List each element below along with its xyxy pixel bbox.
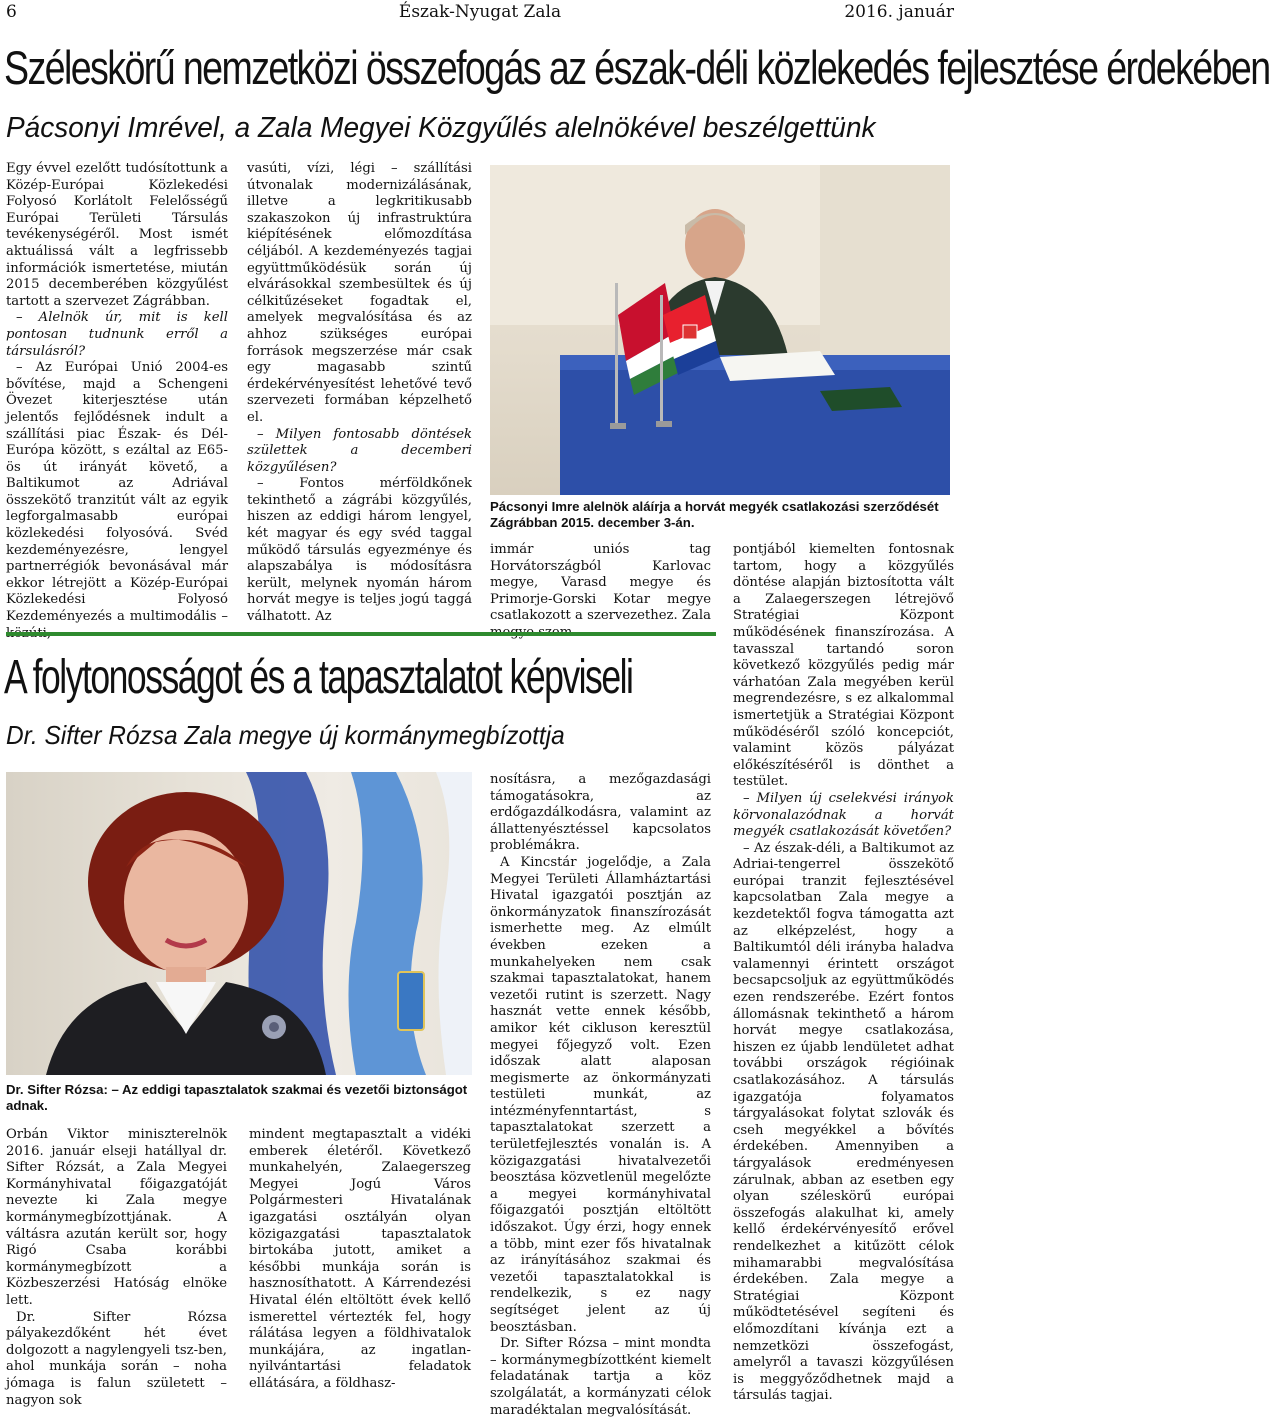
- article1-subtitle: Pácsonyi Imrével, a Zala Megyei Közgyűlés alelnökével beszélgettünk: [6, 112, 876, 144]
- article1-answer-2-cont: immár uniós tag Horvátországból Karlovac megye, Varasd megye és Primorje-Gorski Kotar megye csatlakozott a szervezethez. Zala: [490, 542, 711, 624]
- article2-column-1: [6, 1127, 227, 1409]
- article1-column-1: [6, 161, 228, 642]
- signing-illustration: [490, 165, 950, 495]
- article2-intro: Orbán Viktor miniszterelnök 2016. január elseji hatállyal dr. Sifter Rózsát, a Zala Megyei Kormányhivatal főigazgatóját nevezte ki Zala megye kormánymegbízottjának. A váltásra azután került sor, hogy Rigó Csaba korábbi kormánymegbízott a Közbeszerzési Hatóság elnöke lett.: [6, 1127, 227, 1308]
- section-divider: [6, 632, 716, 636]
- article1-answer-1-cont: vasúti, vízi, légi – szállítási útvonalak modernizálásának, illetve a legkritikusabb szakaszokon új infrastruktúra kiépítésének előmozdítása céljából. A kezdeményezés tagjai együttműködésük során új elvárásokkal szembesültek és új célkitűzéseket fogadtak el, amelyek megvalósítása és az ahhoz szükséges európai források megszerzése már csak egy magasabb szintű érdekérvényesítést lehetővé tevő szervezeti formában képzelhető el.: [247, 161, 472, 425]
- page-header: [0, 0, 960, 26]
- article2-paragraph-2-cont: mindent megtapasztalt a vidéki emberek életéről. Következő munkahelyén, Zalaegerszeg Megyei Jogú Város Polgármesteri Hivatalának igazgatási osztályán olyan közigazgatási tapasztalatok birtokába jutott, amiket a későbbi munkája során is hasznosíthatott. A Kárrendezési Hivatal élén eltöltött évek kellő ismerettel vértezték fel, hogy rálátása legyen a földhivatalok munkájára, az ingatlan-nyilvántartási feladatok ellátására, a földhasz-: [249, 1127, 471, 1391]
- portrait-illustration: [6, 772, 472, 1075]
- signing-photo: [490, 165, 950, 495]
- article2-paragraph-5: Dr. Sifter Rózsa – mint mondta – kormánymegbízottként kiemelt feladatának tartja a köz szolgálatát, a kormányzati célok maradéktalan megvalósítását.: [490, 1336, 711, 1418]
- article1-question-1: – Alelnök úr, mit is kell pontosan tudnunk erről a társulásról?: [6, 310, 228, 359]
- signing-photo-caption: Pácsonyi Imre alelnök aláírja a horvát megyék csatlakozási szerződését Zágrábban 2015. december 3-án.: [490, 499, 939, 530]
- article2-paragraph-3: nosításra, a mezőgazdasági támogatásokra, az erdőgazdálkodásra, valamint az állattenyésztéssel kapcsolatos problémákra.: [490, 772, 711, 854]
- portrait-photo-caption: Dr. Sifter Rózsa: – Az eddigi tapasztalatok szakmai és vezetői biztonságot adnak.: [6, 1082, 468, 1113]
- article1-intro: Egy évvel ezelőtt tudósítottunk a Közép-Európai Közlekedési Folyosó Korlátolt Felelősségű Európai Területi Társulás tevékenységéről. Most ismét aktuálissá vált a legfrissebb információk ismertetése, miután 2015 decemberében közgyűlést tartott a szervezet Zágrábban.: [6, 161, 228, 309]
- article1-column-3: [490, 542, 711, 642]
- article1-column-4: [733, 542, 954, 1405]
- article1-answer-2-end: pontjából kiemelten fontosnak tartom, hogy a közgyűlés döntése alapján biztosította vált a Zalaegerszegen létrejövő Stratégiai Központ működésének finanszírozása. A tavasszal tartandó soron következő közgyűlés pedig már várhatóan Zala megyében kerül megrendezésre, s ez alkalommal ismertetjük a Stratégiai Központ működéséről szóló koncepciót, valamint közös pályázat előkészítéséről is dönthet a testület.: [733, 542, 954, 790]
- article1-answer-3: – Az észak-déli, a Baltikumot az Adriai-tengerrel összekötő európai tranzit fejlesztésével kapcsolatban Zala megye a kezdetektől fogva támogatta azt az elképzelést, hogy a Baltikumtól déli irányba haladva valamennyi érintett országot becsapcsoljuk az együttműködés ezen rendszerébe. Ezért fontos állomásnak tekinthető a három horvát megye csatlakozása, hiszen ez újabb lendületet adhat további országok régióinak csatlakozásához. A társulás igazgatója folyamatos tárgyalásokat folytat szlovák és cseh megyékkel a bővítés érdekében. Amennyiben a tárgyalások eredményesen zárulnak, abban az esetben egy olyan széleskörű európai összefogás alakulhat ki, amely kellő érdekérvényesítő erővel rendelkezhet a kitűzött célok mihamarabbi megvalósítása érdekében. Zala megye a Stratégiai Központ működtetésével segíteni és előmozdítani kívánja ezt a nemzetközi összefogást, amelyről a tavaszi közgyűlésen is meggyőződhetnek majd a társulás tagjai.: [733, 840, 954, 1404]
- article1-answer-1: – Az Európai Unió 2004-es bővítése, majd a Schengeni Övezet kiterjesztése után jelentős fejlődésnek indult a szállítási piac Észak- és Dél-Európa között, s ezáltal az E65-ös út irányát követő, a Baltikumot az Adriával összekötő tranzitút vált az egyik legforgalmasabb európai közlekedési folyosóvá. Svéd kezdeményezésre, lengyel partnerrégiók bevonásával már ekkor létrejött a Közép-Európai Közlekedési Folyosó Kezdeményezés a multimodális –: [6, 360, 228, 625]
- article1-title: Széleskörű nemzetközi összefogás az észak-déli közlekedés fejlesztése érdekében: [4, 41, 1270, 94]
- article2-paragraph-4: A Kincstár jogelődje, a Zala Megyei Területi Államháztartási Hivatal igazgatói posztján az önkormányzatok finanszírozását ismerhette meg. Az elmúlt években ezeken a munkahelyeken nem csak szakmai tapasztalatokat, hanem vezetői rutint is szerzett. Nagy hasznát vette ennek később, amikor két cikluson keresztül megyei főjegyző volt. Ezen időszak alatt alaposan megismerte az önkormányzati testületi munkát, az intézményfenntartást, s tapasztalatokat szerzett a területfejlesztés vonalán is. A közigazgatási hivatalvezetői beosztása közvetlenül megelőzte a megyei kormányhivatal főigazgatói posztján eltöltött időszakot. Úgy érzi, hogy ennek a több, mint ezer fős hivatalnak az irányításához szakmai és vezetői tapasztalatokkal is rendelkezik, s ez nagy segítséget jelent az új beosztásban.: [490, 854, 711, 1335]
- issue-date: 2016. január: [844, 2, 954, 22]
- article2-title: A folytonosságot és a tapasztalatot képviseli: [4, 651, 633, 704]
- portrait-photo: [6, 772, 472, 1075]
- article2-paragraph-2: Dr. Sifter Rózsa pályakezdőként hét évet dolgozott a nagylengyeli tsz-ben, ahol munkája során – noha jómaga is falun született – nagyon sok: [6, 1309, 227, 1408]
- article1-answer-2: – Fontos mérföldkőnek tekinthető a zágrábi közgyűlés, hiszen az eddigi három lengyel, két magyar és egy svéd taggal működő társulás egyezménye és alapszabálya is módosításra került, melynek nyomán három horvát megye is teljes jogú taggá válhatott. Az: [247, 476, 472, 625]
- article1-question-2: – Milyen fontosabb döntések születtek a decemberi közgyűlésen?: [247, 426, 472, 475]
- article2-column-2: [249, 1127, 471, 1393]
- page-number: 6: [6, 2, 17, 22]
- article2-column-3: [490, 772, 711, 1419]
- publication-name: Észak-Nyugat Zala: [398, 2, 562, 22]
- article1-column-2: [247, 161, 472, 626]
- article1-question-3: – Milyen új cselekvési irányok körvonalazódnak a horvát megyék csatlakozását követően?: [733, 790, 954, 840]
- article2-subtitle: Dr. Sifter Rózsa Zala megye új kormánymegbízottja: [6, 720, 565, 750]
